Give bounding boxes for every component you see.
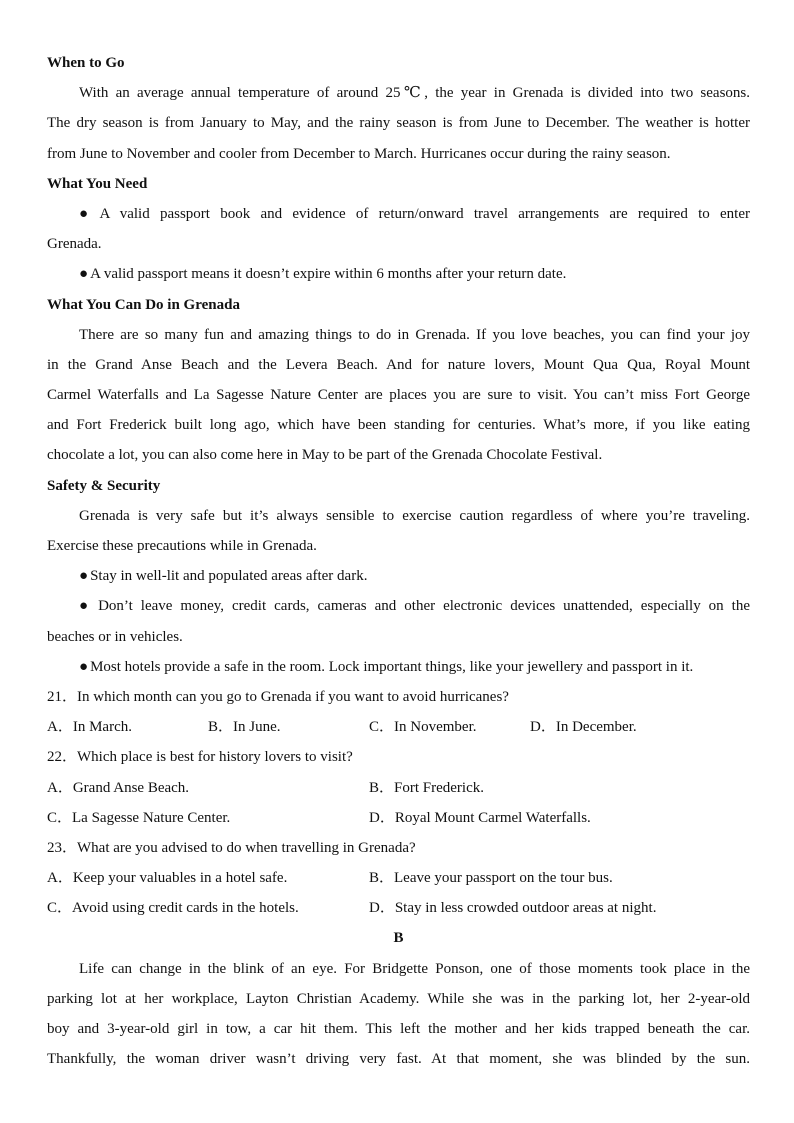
option-b: B．Fort Frederick. (369, 779, 484, 796)
heading-what-you-can-do: What You Can Do in Grenada (47, 296, 240, 313)
paragraph-line: boy and 3-year-old girl in tow, a car hit them. This left the mother and her kids trapped beneath the car. (47, 1021, 750, 1037)
bullet-line (47, 259, 750, 289)
paragraph-line: Thankfully, the woman driver wasn’t driving very fast. At that moment, she was blinded by the sun. (47, 1051, 750, 1068)
option-b: B．In June. (208, 719, 281, 736)
bullet-icon: ● (79, 205, 89, 222)
bullet-text: Stay in well-lit and populated areas after dark. (90, 568, 368, 585)
option-a: A．Grand Anse Beach. (47, 779, 190, 796)
question-stem-21: 21．In which month can you go to Grenada if you want to avoid hurricanes? (47, 688, 509, 705)
paragraph-line: and Fort Frederick built long ago, which have been standing for centuries. What’s more, if you like eating (47, 417, 750, 434)
paragraph-line: Grenada is very safe but it’s always sensible to exercise caution regardless of where you’re traveling. (79, 507, 750, 524)
bullet-line (47, 561, 750, 591)
question-options-22 (47, 803, 750, 833)
bullet-text: A valid passport book and evidence of return/onward travel arrangements are required to enter (99, 205, 750, 222)
bullet-line (47, 199, 750, 229)
question-stem-23: 23．What are you advised to do when travelling in Grenada? (47, 839, 416, 856)
paragraph-line: Exercise these precautions while in Grenada. (47, 538, 317, 554)
bullet-text: A valid passport means it doesn’t expire within 6 months after your return date. (90, 266, 567, 283)
paragraph-line: Carmel Waterfalls and La Sagesse Nature Center are places you are sure to visit. You can’t miss Fort George (47, 387, 750, 404)
option-c: C．La Sagesse Nature Center. (47, 809, 231, 826)
document-page (47, 48, 750, 1074)
bullet-icon: ● (79, 598, 89, 615)
paragraph-line: There are so many fun and amazing things to do in Grenada. If you love beaches, you can find your joy (79, 326, 750, 343)
bullet-line (47, 591, 750, 621)
bullet-icon: ● (79, 266, 89, 283)
question-stem-22: 22．Which place is best for history lovers to visit? (47, 749, 353, 766)
option-b: B．Leave your passport on the tour bus. (369, 870, 613, 887)
bullet-line (47, 652, 750, 682)
paragraph-line: The dry season is from January to May, and the rainy season is from June to December. The weather is hotter (47, 115, 750, 132)
paragraph-line: Life can change in the blink of an eye. For Bridgette Ponson, one of those moments took place in the (79, 960, 750, 977)
option-d: D．Royal Mount Carmel Waterfalls. (369, 809, 591, 826)
paragraph-line: from June to November and cooler from December to March. Hurricanes occur during the rainy season. (47, 145, 671, 162)
heading-when-to-go: When to Go (47, 55, 125, 71)
option-a: A．In March. (47, 719, 132, 736)
paragraph-line: in the Grand Anse Beach and the Levera Beach. And for nature lovers, Mount Qua Qua, Royal Mount (47, 356, 750, 373)
bullet-line-continuation: Grenada. (47, 236, 102, 253)
bullet-text: Most hotels provide a safe in the room. Lock important things, like your jewellery and passport in it. (90, 658, 694, 675)
question-options-23 (47, 863, 750, 893)
option-d: D．Stay in less crowded outdoor areas at night. (369, 900, 657, 917)
option-d: D．In December. (530, 719, 637, 736)
option-a: A．Keep your valuables in a hotel safe. (47, 870, 288, 887)
option-c: C．Avoid using credit cards in the hotels. (47, 900, 299, 917)
question-options-22 (47, 773, 750, 803)
passage-b-label: B (393, 930, 404, 947)
question-options-23 (47, 893, 750, 923)
question-options-21 (47, 712, 750, 742)
bullet-icon: ● (79, 568, 89, 585)
heading-safety-security: Safety & Security (47, 477, 161, 494)
bullet-icon: ● (79, 658, 89, 675)
bullet-text: Don’t leave money, credit cards, cameras and other electronic devices unattended, especially on the (98, 598, 750, 615)
paragraph-line: parking lot at her workplace, Layton Christian Academy. While she was in the parking lot, her 2-year-old (47, 990, 750, 1007)
option-c: C．In November. (369, 719, 477, 736)
paragraph-line: chocolate a lot, you can also come here in May to be part of the Grenada Chocolate Festival. (47, 447, 603, 464)
heading-what-you-need: What You Need (47, 175, 148, 192)
paragraph-line: With an average annual temperature of around 25℃, the year in Grenada is divided into two seasons. (79, 85, 750, 102)
bullet-line-continuation: beaches or in vehicles. (47, 628, 183, 645)
